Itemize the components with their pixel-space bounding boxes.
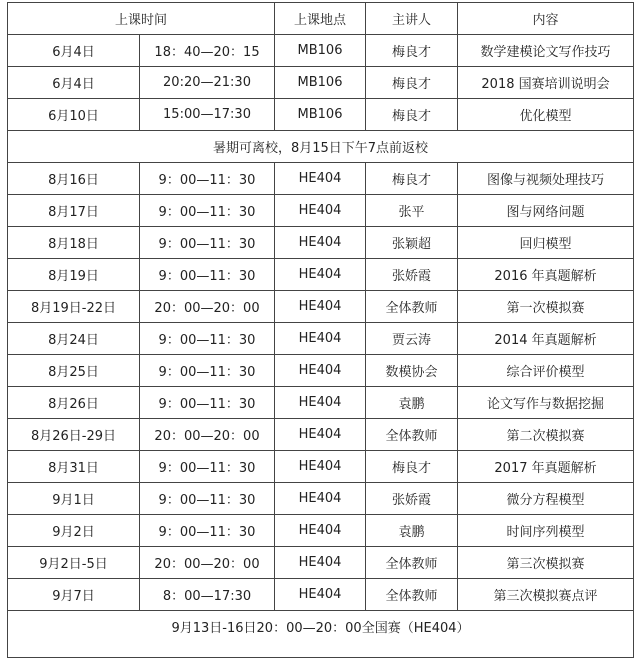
cell-speaker: 张娇霞	[366, 259, 458, 291]
cell-topic: 第三次模拟赛	[458, 547, 634, 579]
cell-room: MB106	[275, 67, 366, 99]
cell-speaker: 全体教师	[366, 547, 458, 579]
cell-speaker: 张平	[366, 195, 458, 227]
cell-speaker: 梅良才	[366, 163, 458, 195]
cell-date: 8月24日	[8, 323, 140, 355]
cell-speaker: 贾云涛	[366, 323, 458, 355]
table-row	[8, 387, 634, 419]
cell-time: 9：00—11：30	[140, 323, 275, 355]
table-row	[8, 291, 634, 323]
table-row	[8, 419, 634, 451]
cell-topic: 微分方程模型	[458, 483, 634, 515]
cell-time: 20:20—21:30	[140, 67, 275, 99]
cell-date: 6月10日	[8, 99, 140, 131]
cell-speaker: 数模协会	[366, 355, 458, 387]
cell-time: 9：00—11：30	[140, 163, 275, 195]
cell-speaker: 全体教师	[366, 419, 458, 451]
cell-room: HE404	[275, 483, 366, 515]
cell-topic: 2018 国赛培训说明会	[458, 67, 634, 99]
cell-topic: 2016 年真题解析	[458, 259, 634, 291]
cell-speaker: 全体教师	[366, 579, 458, 611]
notice-text: 暑期可离校，8月15日下午7点前返校	[8, 131, 634, 163]
cell-time: 9：00—11：30	[140, 387, 275, 419]
cell-time: 20：00—20：00	[140, 419, 275, 451]
cell-room: HE404	[275, 451, 366, 483]
cell-date: 8月18日	[8, 227, 140, 259]
header-row	[8, 3, 634, 35]
cell-room: HE404	[275, 579, 366, 611]
cell-topic: 回归模型	[458, 227, 634, 259]
cell-room: MB106	[275, 35, 366, 67]
schedule-table	[7, 2, 634, 658]
cell-room: HE404	[275, 355, 366, 387]
cell-speaker: 袁鹏	[366, 387, 458, 419]
cell-room: HE404	[275, 515, 366, 547]
cell-room: HE404	[275, 227, 366, 259]
cell-time: 8：00—17:30	[140, 579, 275, 611]
cell-topic: 第二次模拟赛	[458, 419, 634, 451]
table-row	[8, 547, 634, 579]
cell-speaker: 梅良才	[366, 35, 458, 67]
cell-time: 9：00—11：30	[140, 355, 275, 387]
cell-speaker: 全体教师	[366, 291, 458, 323]
cell-time: 20：00—20：00	[140, 291, 275, 323]
cell-topic: 第三次模拟赛点评	[458, 579, 634, 611]
cell-speaker: 梅良才	[366, 67, 458, 99]
cell-topic: 2017 年真题解析	[458, 451, 634, 483]
cell-room: HE404	[275, 387, 366, 419]
header-time: 上课时间	[8, 3, 275, 35]
cell-topic: 2014 年真题解析	[458, 323, 634, 355]
notice-row	[8, 131, 634, 163]
cell-date: 8月19日-22日	[8, 291, 140, 323]
cell-topic: 时间序列模型	[458, 515, 634, 547]
cell-room: MB106	[275, 99, 366, 131]
cell-topic: 优化模型	[458, 99, 634, 131]
cell-time: 9：00—11：30	[140, 483, 275, 515]
cell-room: HE404	[275, 259, 366, 291]
header-location: 上课地点	[275, 3, 366, 35]
cell-speaker: 梅良才	[366, 451, 458, 483]
cell-room: HE404	[275, 291, 366, 323]
table-row	[8, 163, 634, 195]
table-row	[8, 259, 634, 291]
header-speaker: 主讲人	[366, 3, 458, 35]
cell-date: 6月4日	[8, 35, 140, 67]
cell-speaker: 张颖超	[366, 227, 458, 259]
cell-topic: 图与网络问题	[458, 195, 634, 227]
cell-date: 9月2日	[8, 515, 140, 547]
footer-text: 9月13日-16日20：00—20：00全国赛（HE404）	[8, 611, 634, 658]
cell-room: HE404	[275, 547, 366, 579]
table-row	[8, 515, 634, 547]
footer-row	[8, 611, 634, 658]
table-row	[8, 451, 634, 483]
table-row	[8, 195, 634, 227]
cell-time: 18：40—20：15	[140, 35, 275, 67]
cell-date: 8月26日-29日	[8, 419, 140, 451]
cell-date: 6月4日	[8, 67, 140, 99]
cell-room: HE404	[275, 419, 366, 451]
cell-date: 9月1日	[8, 483, 140, 515]
table-row	[8, 227, 634, 259]
table-row	[8, 67, 634, 99]
cell-date: 8月17日	[8, 195, 140, 227]
table-row	[8, 579, 634, 611]
cell-date: 8月26日	[8, 387, 140, 419]
cell-speaker: 梅良才	[366, 99, 458, 131]
table-row	[8, 35, 634, 67]
cell-date: 9月7日	[8, 579, 140, 611]
cell-time: 9：00—11：30	[140, 195, 275, 227]
cell-speaker: 张娇霞	[366, 483, 458, 515]
table-row	[8, 483, 634, 515]
cell-time: 20：00—20：00	[140, 547, 275, 579]
cell-time: 15:00—17:30	[140, 99, 275, 131]
cell-room: HE404	[275, 195, 366, 227]
cell-topic: 综合评价模型	[458, 355, 634, 387]
cell-date: 8月25日	[8, 355, 140, 387]
cell-room: HE404	[275, 163, 366, 195]
table-row	[8, 355, 634, 387]
cell-speaker: 袁鹏	[366, 515, 458, 547]
cell-topic: 论文写作与数据挖掘	[458, 387, 634, 419]
cell-time: 9：00—11：30	[140, 451, 275, 483]
cell-time: 9：00—11：30	[140, 515, 275, 547]
schedule-body-part2	[8, 163, 634, 611]
cell-time: 9：00—11：30	[140, 259, 275, 291]
cell-time: 9：00—11：30	[140, 227, 275, 259]
cell-date: 8月19日	[8, 259, 140, 291]
table-row	[8, 323, 634, 355]
cell-date: 8月16日	[8, 163, 140, 195]
cell-topic: 数学建模论文写作技巧	[458, 35, 634, 67]
cell-topic: 第一次模拟赛	[458, 291, 634, 323]
cell-date: 9月2日-5日	[8, 547, 140, 579]
cell-date: 8月31日	[8, 451, 140, 483]
cell-topic: 图像与视频处理技巧	[458, 163, 634, 195]
cell-room: HE404	[275, 323, 366, 355]
header-content: 内容	[458, 3, 634, 35]
table-row	[8, 99, 634, 131]
schedule-body-part1	[8, 35, 634, 131]
